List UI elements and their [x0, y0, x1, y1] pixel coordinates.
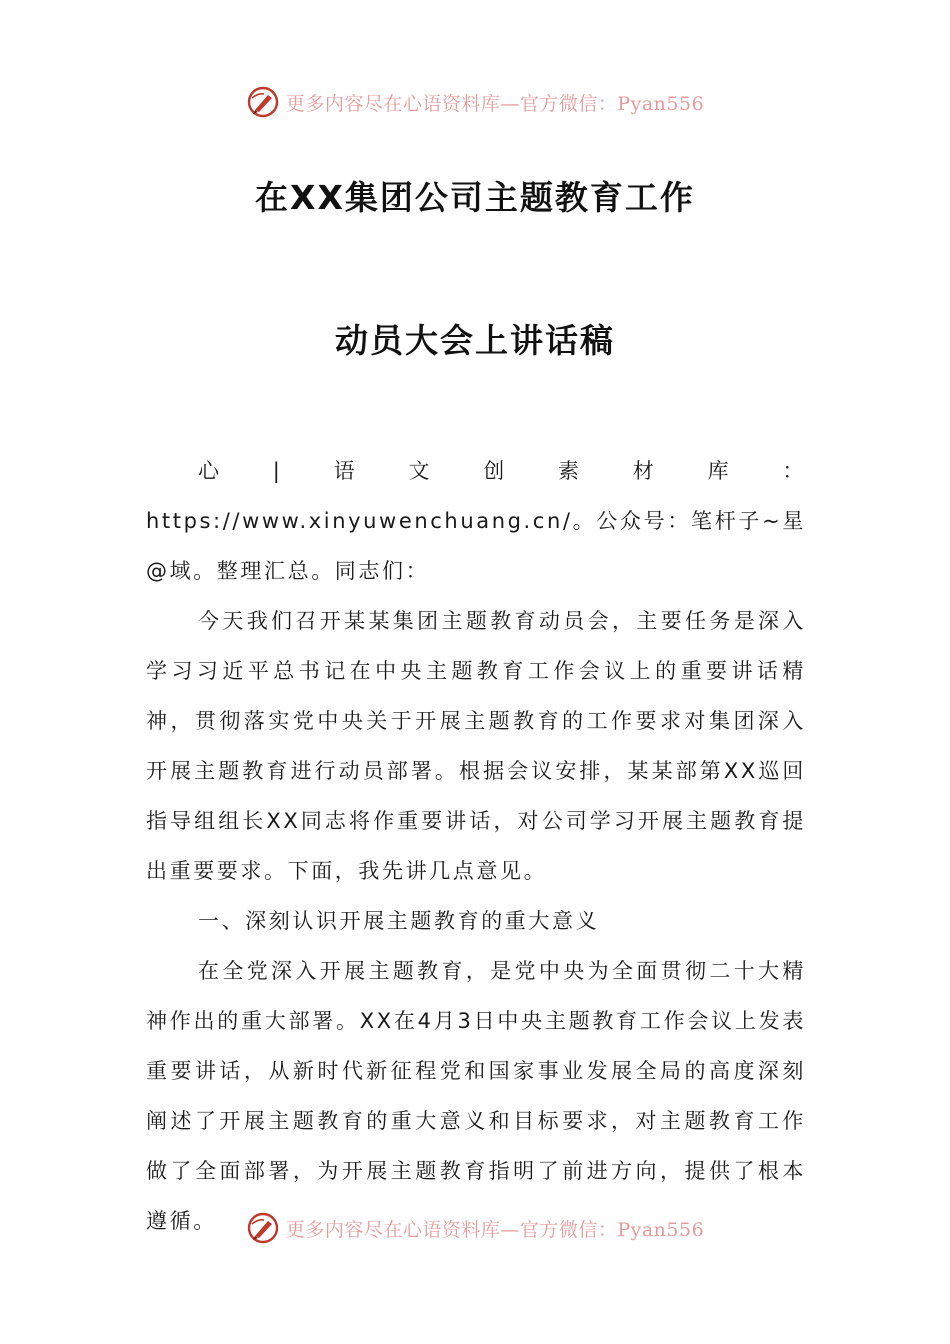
pen-logo-icon: [246, 1211, 280, 1245]
paragraph-opening: 今天我们召开某某集团主题教育动员会，主要任务是深入学习习近平总书记在中央主题教育工作会议上的重要讲话精神，贯彻落实党中央关于开展主题教育的工作要求对集团深入开展主题教育进行动员部署。根据会议安排，某某部第XX巡回指导组组长XX同志将作重要讲话，对公司学习开展主题教育提出重要要求。下面，我先讲几点意见。: [146, 609, 806, 883]
footer-banner-text: 更多内容尽在心语资料库—官方微信：Pyan556: [285, 1218, 705, 1241]
header-banner-text: 更多内容尽在心语资料库—官方微信：Pyan556: [285, 92, 705, 115]
paragraph-section-1: 在全党深入开展主题教育，是党中央为全面贯彻二十大精神作出的重大部署。XX在4月3日中央主题教育工作会议上发表重要讲话，从新时代新征程党和国家事业发展全局的高度深刻阐述了开展主题教育的重大意义和目标要求，对主题教育工作做了全面部署，为开展主题教育指明了前进方向，提供了根本遵循。: [146, 959, 806, 1233]
document-title-line-2: 动员大会上讲话稿: [335, 321, 615, 360]
section-heading-1: 一、深刻认识开展主题教育的重大意义: [198, 909, 600, 933]
document-title-line-1: 在XX集团公司主题教育工作: [255, 178, 695, 217]
paragraph-intro: 心|语文创素材库：https://www.xinyuwenchuang.cn/。公众号：笔杆子~星@域。整理汇总。同志们：: [146, 459, 806, 583]
footer-banner: [0, 1208, 950, 1248]
header-banner: [0, 82, 950, 122]
document-body: [146, 446, 806, 1246]
pen-logo-icon: [246, 85, 280, 119]
